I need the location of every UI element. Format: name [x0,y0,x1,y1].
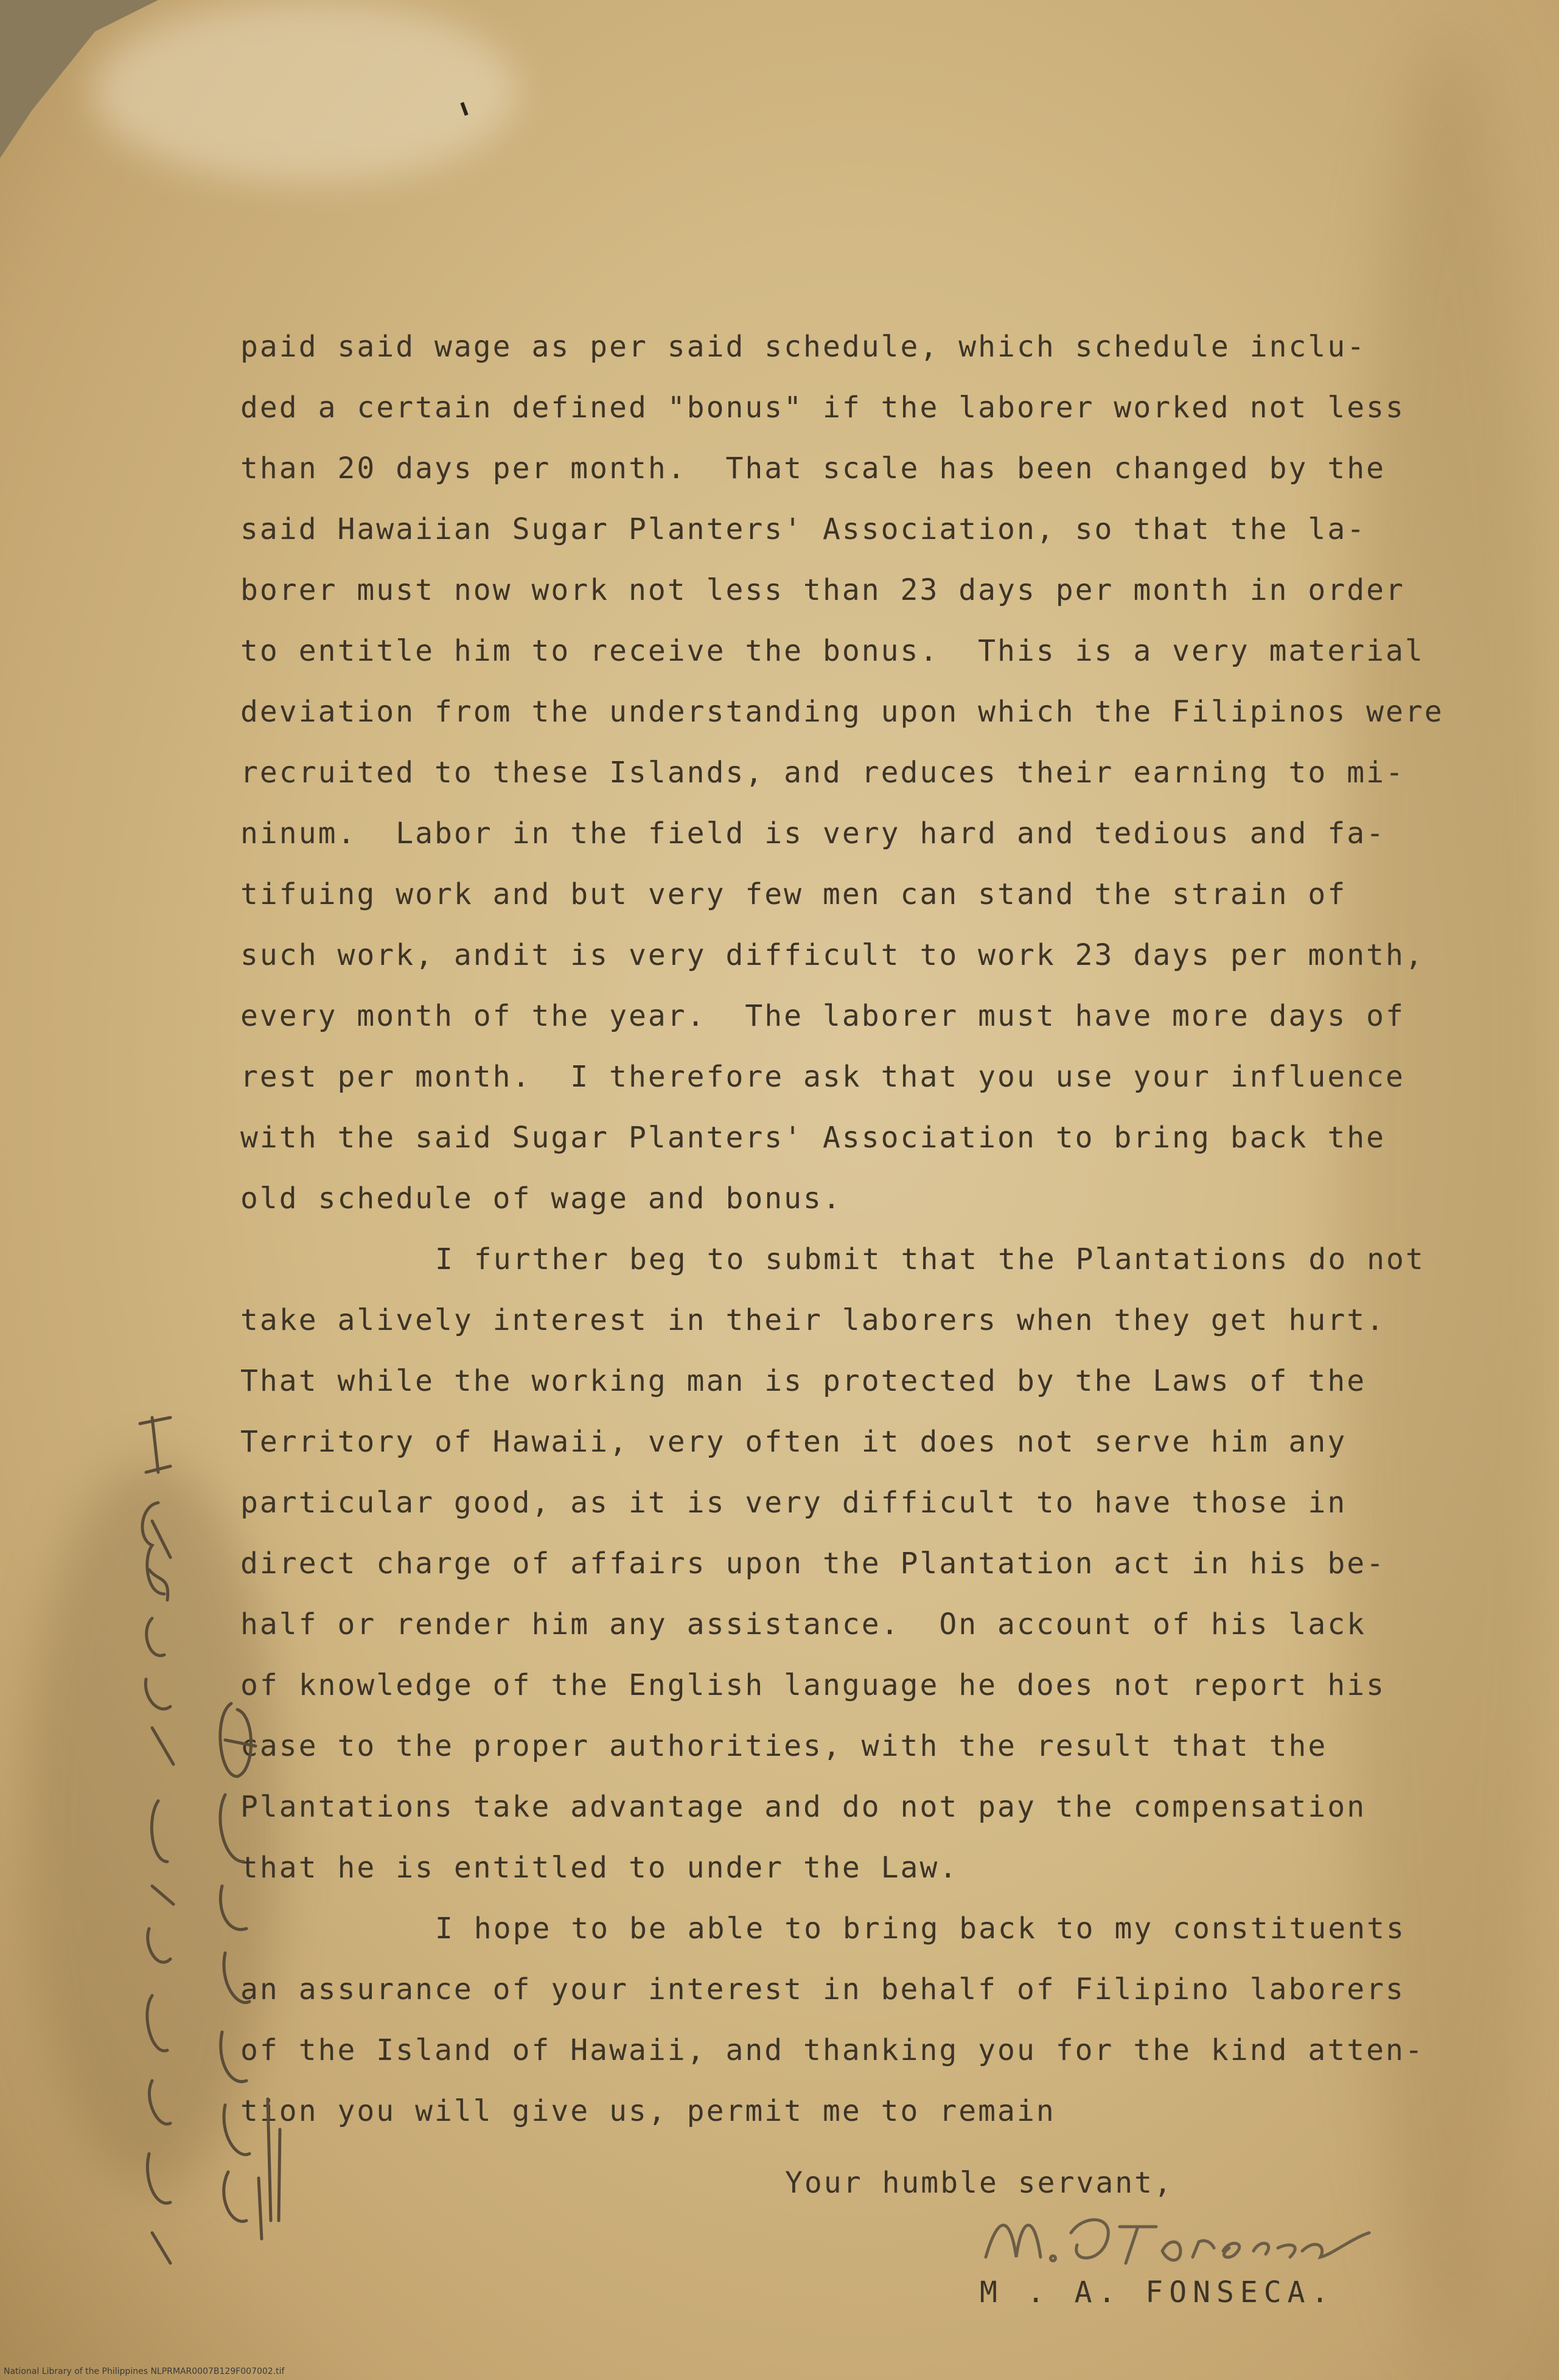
body-line: of knowledge of the English language he does not report his [240,1668,1386,1702]
body-line: with the said Sugar Planters' Association to bring back the [240,1121,1386,1155]
body-line: deviation from the understanding upon which the Filipinos were [240,695,1444,729]
body-line: half or render him any assistance. On account of his lack [240,1607,1367,1641]
handwritten-margin-verification [116,1399,286,2281]
body-line: old schedule of wage and bonus. [240,1181,842,1216]
body-line: such work, andit is very difficult to work 23 days per month, [240,938,1425,972]
body-line: to entitle him to receive the bonus. This is a very material [240,634,1425,668]
body-line: ded a certain defined "bonus" if the laborer worked not less [240,391,1405,425]
body-line: particular good, as it is very difficult to have those in [240,1486,1347,1520]
body-line: an assurance of your interest in behalf of Filipino laborers [240,1972,1405,2006]
typed-signatory-name: M . A. FONSECA. [980,2275,1335,2309]
body-line: Territory of Hawaii, very often it does not serve him any [240,1425,1347,1459]
body-line: direct charge of affairs upon the Plantation act in his be- [240,1547,1386,1581]
faded-patch [91,0,517,183]
archive-footer: National Library of the Philippines NLPRMAR0007B129F007002.tif [4,2367,285,2376]
body-line: rest per month. I therefore ask that you use your influence [240,1060,1405,1094]
body-line: take alively interest in their laborers when they get hurt. [240,1303,1386,1337]
body-line: ninum. Labor in the field is very hard and tedious and fa- [240,816,1386,851]
letter-body [240,316,1444,2142]
body-line: borer must now work not less than 23 days per month in order [240,573,1405,607]
body-line: paid said wage as per said schedule, which schedule inclu- [240,330,1367,364]
body-line: said Hawaiian Sugar Planters' Association, so that the la- [240,512,1367,546]
closing-salutation: Your humble servant, [785,2166,1173,2200]
body-line: recruited to these Islands, and reduces their earning to mi- [240,756,1405,790]
body-line: tifuing work and but very few men can stand the strain of [240,877,1347,911]
body-line: I hope to be able to bring back to my constituents [435,1912,1406,1946]
body-line: than 20 days per month. That scale has been changed by the [240,451,1386,485]
body-line: case to the proper authorities, with the result that the [240,1729,1328,1763]
body-line: that he is entitled to under the Law. [240,1851,959,1885]
body-line: tion you will give us, permit me to remain [240,2094,1056,2128]
body-line: Plantations take advantage and do not pay the compensation [240,1790,1367,1824]
body-line: every month of the year. The laborer must have more days of [240,999,1405,1033]
body-line: I further beg to submit that the Plantations do not [435,1242,1425,1276]
body-line: That while the working man is protected by the Laws of the [240,1364,1367,1398]
handwritten-signature [974,2190,1387,2281]
body-line: of the Island of Hawaii, and thanking you for the kind atten- [240,2033,1425,2067]
